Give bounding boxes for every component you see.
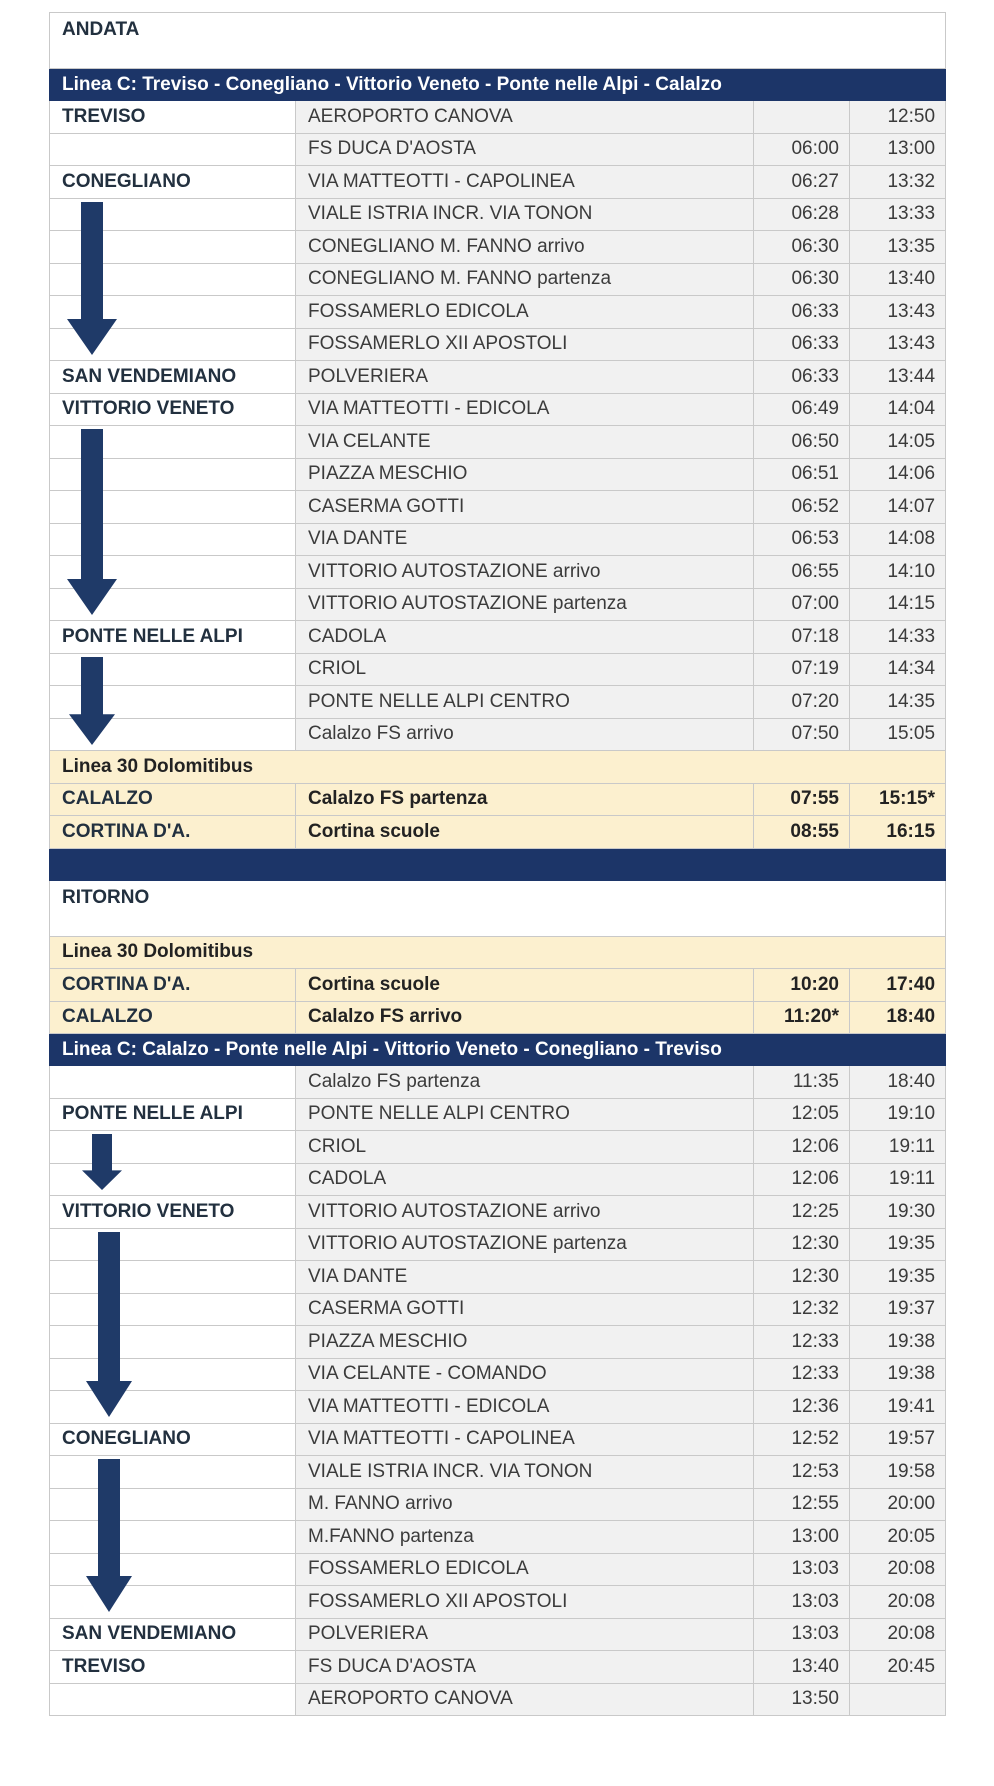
timetable (49, 12, 945, 1716)
time-cell-2: 13:00 (850, 133, 946, 166)
section-divider-text (50, 848, 946, 880)
table-row (50, 969, 946, 1002)
table-row (50, 491, 946, 524)
time-cell-1: 06:27 (754, 166, 850, 199)
time-cell-1: 06:33 (754, 361, 850, 394)
table-row (50, 231, 946, 264)
time-cell-1: 12:06 (754, 1163, 850, 1196)
time-cell-1: 12:33 (754, 1358, 850, 1391)
time-cell-2: 13:32 (850, 166, 946, 199)
stop-cell: PONTE NELLE ALPI CENTRO (296, 686, 754, 719)
stop-cell: M.FANNO partenza (296, 1521, 754, 1554)
time-cell-2: 14:06 (850, 458, 946, 491)
time-cell-2: 19:37 (850, 1293, 946, 1326)
time-cell-1: 06:55 (754, 556, 850, 589)
time-cell-1: 12:05 (754, 1098, 850, 1131)
table-row (50, 1553, 946, 1586)
time-cell-1: 12:53 (754, 1456, 850, 1489)
time-cell-2: 19:41 (850, 1391, 946, 1424)
andata-line-header (50, 69, 946, 101)
time-cell-1: 11:35 (754, 1066, 850, 1099)
town-cell: CALALZO (50, 1001, 296, 1034)
time-cell-1: 06:50 (754, 426, 850, 459)
stop-cell: FS DUCA D'AOSTA (296, 133, 754, 166)
down-arrow-icon (69, 657, 115, 745)
stop-cell: VIA MATTEOTTI - CAPOLINEA (296, 1423, 754, 1456)
stop-cell: AEROPORTO CANOVA (296, 101, 754, 134)
time-cell-2: 20:00 (850, 1488, 946, 1521)
stop-cell: Calalzo FS arrivo (296, 1001, 754, 1034)
stop-cell: Cortina scuole (296, 969, 754, 1002)
stop-cell: VIA CELANTE (296, 426, 754, 459)
table-row (50, 1618, 946, 1651)
town-cell: TREVISO (50, 1651, 296, 1684)
andata-line-header-text: Linea C: Treviso - Conegliano - Vittorio Veneto - Ponte nelle Alpi - Calalzo (50, 69, 946, 101)
table-row (50, 1001, 946, 1034)
time-cell-2: 14:34 (850, 653, 946, 686)
town-cell: VITTORIO VENETO (50, 1196, 296, 1229)
time-cell-2: 17:40 (850, 969, 946, 1002)
stop-cell: FOSSAMERLO XII APOSTOLI (296, 328, 754, 361)
town-cell: CORTINA D'A. (50, 816, 296, 849)
time-cell-1: 12:30 (754, 1228, 850, 1261)
time-cell-1: 13:03 (754, 1586, 850, 1619)
stop-cell: FOSSAMERLO EDICOLA (296, 296, 754, 329)
time-cell-1: 06:51 (754, 458, 850, 491)
timetable-table (49, 12, 946, 1716)
time-cell-1: 12:25 (754, 1196, 850, 1229)
time-cell-1: 06:33 (754, 296, 850, 329)
stop-cell: Calalzo FS partenza (296, 1066, 754, 1099)
table-row (50, 1163, 946, 1196)
table-row (50, 1261, 946, 1294)
table-row (50, 1651, 946, 1684)
stop-cell: VITTORIO AUTOSTAZIONE arrivo (296, 1196, 754, 1229)
stop-cell: FOSSAMERLO EDICOLA (296, 1553, 754, 1586)
stop-cell: VIA MATTEOTTI - EDICOLA (296, 393, 754, 426)
time-cell-1: 07:50 (754, 718, 850, 751)
table-row (50, 296, 946, 329)
time-cell-1: 12:33 (754, 1326, 850, 1359)
time-cell-1: 07:18 (754, 621, 850, 654)
time-cell-2: 13:43 (850, 296, 946, 329)
time-cell-1: 12:55 (754, 1488, 850, 1521)
town-cell: CONEGLIANO (50, 1423, 296, 1456)
table-row (50, 1683, 946, 1716)
time-cell-2: 13:44 (850, 361, 946, 394)
stop-cell: Calalzo FS partenza (296, 783, 754, 816)
stop-cell: CRIOL (296, 653, 754, 686)
stop-cell: Cortina scuole (296, 816, 754, 849)
table-row (50, 1131, 946, 1164)
table-row (50, 686, 946, 719)
table-row (50, 718, 946, 751)
time-cell-2: 15:05 (850, 718, 946, 751)
time-cell-2: 13:33 (850, 198, 946, 231)
table-row (50, 523, 946, 556)
table-row (50, 263, 946, 296)
time-cell-2: 19:38 (850, 1358, 946, 1391)
time-cell-2: 19:35 (850, 1228, 946, 1261)
ritorno-dolomiti-header (50, 936, 946, 969)
stop-cell: Calalzo FS arrivo (296, 718, 754, 751)
section-divider (50, 848, 946, 880)
table-row (50, 1228, 946, 1261)
time-cell-2: 14:08 (850, 523, 946, 556)
table-row (50, 1066, 946, 1099)
stop-cell: VIALE ISTRIA INCR. VIA TONON (296, 1456, 754, 1489)
stop-cell: CASERMA GOTTI (296, 491, 754, 524)
stop-cell: PONTE NELLE ALPI CENTRO (296, 1098, 754, 1131)
time-cell-1: 06:33 (754, 328, 850, 361)
stop-cell: VIA CELANTE - COMANDO (296, 1358, 754, 1391)
time-cell-1: 10:20 (754, 969, 850, 1002)
town-cell: CONEGLIANO (50, 166, 296, 199)
stop-cell: CASERMA GOTTI (296, 1293, 754, 1326)
table-row (50, 816, 946, 849)
table-row (50, 393, 946, 426)
time-cell-1: 06:53 (754, 523, 850, 556)
time-cell-1: 12:52 (754, 1423, 850, 1456)
town-cell: SAN VENDEMIANO (50, 1618, 296, 1651)
time-cell-1: 13:03 (754, 1553, 850, 1586)
stop-cell: VITTORIO AUTOSTAZIONE partenza (296, 588, 754, 621)
time-cell-2 (850, 1683, 946, 1716)
table-row (50, 621, 946, 654)
ritorno-line-header-text: Linea C: Calalzo - Ponte nelle Alpi - Vittorio Veneto - Conegliano - Treviso (50, 1034, 946, 1066)
time-cell-2: 20:05 (850, 1521, 946, 1554)
stop-cell: CRIOL (296, 1131, 754, 1164)
time-cell-2: 19:38 (850, 1326, 946, 1359)
table-row (50, 1423, 946, 1456)
stop-cell: VITTORIO AUTOSTAZIONE partenza (296, 1228, 754, 1261)
stop-cell: CONEGLIANO M. FANNO arrivo (296, 231, 754, 264)
ritorno-title (50, 880, 946, 936)
ritorno-line-header (50, 1034, 946, 1066)
stop-cell: M. FANNO arrivo (296, 1488, 754, 1521)
town-cell: PONTE NELLE ALPI (50, 621, 296, 654)
time-cell-2: 13:35 (850, 231, 946, 264)
time-cell-1: 08:55 (754, 816, 850, 849)
time-cell-2: 18:40 (850, 1066, 946, 1099)
time-cell-1: 12:30 (754, 1261, 850, 1294)
table-row (50, 1326, 946, 1359)
andata-title-text: ANDATA (50, 13, 946, 69)
time-cell-1: 06:00 (754, 133, 850, 166)
time-cell-1: 07:55 (754, 783, 850, 816)
time-cell-2: 18:40 (850, 1001, 946, 1034)
table-row (50, 328, 946, 361)
time-cell-1: 13:03 (754, 1618, 850, 1651)
table-row (50, 1196, 946, 1229)
time-cell-2: 19:10 (850, 1098, 946, 1131)
table-row (50, 1293, 946, 1326)
table-row (50, 166, 946, 199)
table-row (50, 556, 946, 589)
stop-cell: VIA MATTEOTTI - CAPOLINEA (296, 166, 754, 199)
time-cell-1 (754, 101, 850, 134)
time-cell-2: 14:04 (850, 393, 946, 426)
andata-dolomiti-header (50, 751, 946, 784)
stop-cell: PIAZZA MESCHIO (296, 1326, 754, 1359)
table-row (50, 1488, 946, 1521)
time-cell-2: 14:05 (850, 426, 946, 459)
time-cell-1: 13:40 (754, 1651, 850, 1684)
time-cell-2: 14:35 (850, 686, 946, 719)
town-cell: TREVISO (50, 101, 296, 134)
time-cell-2: 20:45 (850, 1651, 946, 1684)
time-cell-2: 19:35 (850, 1261, 946, 1294)
town-cell: VITTORIO VENETO (50, 393, 296, 426)
stop-cell: VIA DANTE (296, 523, 754, 556)
time-cell-1: 06:30 (754, 263, 850, 296)
stop-cell: VIALE ISTRIA INCR. VIA TONON (296, 198, 754, 231)
time-cell-2: 15:15* (850, 783, 946, 816)
time-cell-2: 20:08 (850, 1553, 946, 1586)
time-cell-2: 19:30 (850, 1196, 946, 1229)
time-cell-1: 06:49 (754, 393, 850, 426)
stop-cell: PIAZZA MESCHIO (296, 458, 754, 491)
time-cell-2: 14:15 (850, 588, 946, 621)
down-arrow-icon (86, 1232, 132, 1417)
time-cell-2: 19:11 (850, 1131, 946, 1164)
table-row (50, 1456, 946, 1489)
time-cell-1: 07:19 (754, 653, 850, 686)
time-cell-1: 06:30 (754, 231, 850, 264)
table-row (50, 198, 946, 231)
down-arrow-icon (67, 429, 117, 615)
time-cell-1: 07:20 (754, 686, 850, 719)
stop-cell: CADOLA (296, 621, 754, 654)
time-cell-1: 12:32 (754, 1293, 850, 1326)
ritorno-dolomiti-header-text: Linea 30 Dolomitibus (50, 936, 946, 969)
time-cell-2: 16:15 (850, 816, 946, 849)
down-arrow-icon (86, 1459, 132, 1612)
time-cell-2: 19:11 (850, 1163, 946, 1196)
time-cell-2: 14:33 (850, 621, 946, 654)
time-cell-1: 13:00 (754, 1521, 850, 1554)
stop-cell: VIA MATTEOTTI - EDICOLA (296, 1391, 754, 1424)
table-row (50, 653, 946, 686)
time-cell-2: 20:08 (850, 1586, 946, 1619)
town-cell (50, 133, 296, 166)
time-cell-1: 12:06 (754, 1131, 850, 1164)
town-cell: SAN VENDEMIANO (50, 361, 296, 394)
table-row (50, 1391, 946, 1424)
table-row (50, 1521, 946, 1554)
time-cell-1: 11:20* (754, 1001, 850, 1034)
town-cell (50, 1683, 296, 1716)
time-cell-1: 06:52 (754, 491, 850, 524)
table-row (50, 101, 946, 134)
stop-cell: CADOLA (296, 1163, 754, 1196)
time-cell-1: 06:28 (754, 198, 850, 231)
table-row (50, 1098, 946, 1131)
time-cell-1: 07:00 (754, 588, 850, 621)
time-cell-2: 13:43 (850, 328, 946, 361)
table-row (50, 588, 946, 621)
table-row (50, 458, 946, 491)
stop-cell: POLVERIERA (296, 1618, 754, 1651)
andata-dolomiti-header-text: Linea 30 Dolomitibus (50, 751, 946, 784)
stop-cell: FS DUCA D'AOSTA (296, 1651, 754, 1684)
down-arrow-icon (82, 1134, 122, 1190)
town-cell: CALALZO (50, 783, 296, 816)
stop-cell: FOSSAMERLO XII APOSTOLI (296, 1586, 754, 1619)
table-row (50, 1358, 946, 1391)
table-row (50, 426, 946, 459)
time-cell-2: 19:58 (850, 1456, 946, 1489)
time-cell-2: 12:50 (850, 101, 946, 134)
table-row (50, 133, 946, 166)
table-row (50, 361, 946, 394)
time-cell-2: 19:57 (850, 1423, 946, 1456)
stop-cell: VITTORIO AUTOSTAZIONE arrivo (296, 556, 754, 589)
time-cell-2: 20:08 (850, 1618, 946, 1651)
stop-cell: POLVERIERA (296, 361, 754, 394)
stop-cell: AEROPORTO CANOVA (296, 1683, 754, 1716)
andata-title (50, 13, 946, 69)
time-cell-2: 14:07 (850, 491, 946, 524)
time-cell-2: 14:10 (850, 556, 946, 589)
stop-cell: CONEGLIANO M. FANNO partenza (296, 263, 754, 296)
town-cell: CORTINA D'A. (50, 969, 296, 1002)
time-cell-1: 12:36 (754, 1391, 850, 1424)
town-cell: PONTE NELLE ALPI (50, 1098, 296, 1131)
ritorno-title-text: RITORNO (50, 880, 946, 936)
time-cell-2: 13:40 (850, 263, 946, 296)
table-row (50, 1586, 946, 1619)
table-row (50, 783, 946, 816)
time-cell-1: 13:50 (754, 1683, 850, 1716)
town-cell (50, 1066, 296, 1099)
stop-cell: VIA DANTE (296, 1261, 754, 1294)
down-arrow-icon (67, 202, 117, 355)
